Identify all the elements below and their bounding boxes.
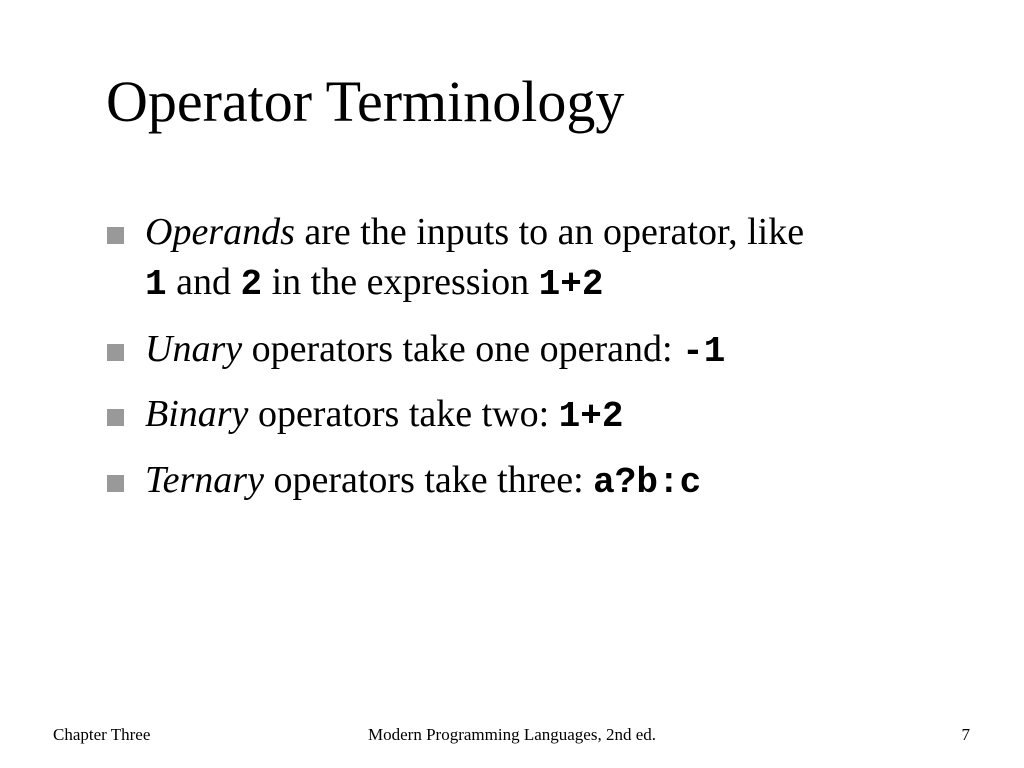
term-ternary: Ternary	[145, 459, 264, 501]
code-expression: a?b:c	[593, 462, 702, 503]
bullet-text: in the expression	[262, 261, 539, 303]
bullet-text: are the inputs to an operator, like	[294, 211, 805, 253]
square-bullet-icon	[107, 475, 124, 492]
footer-book-title: Modern Programming Languages, 2nd ed.	[368, 725, 656, 744]
term-binary: Binary	[145, 393, 249, 435]
bullet-operands	[145, 207, 965, 310]
slide-title: Operator Terminology	[106, 69, 625, 134]
term-operands: Operands	[145, 211, 295, 253]
code-literal: 2	[240, 264, 263, 305]
bullet-text: operators take one operand:	[242, 328, 683, 370]
code-expression: 1+2	[538, 264, 604, 305]
bullet-text: operators take three:	[263, 459, 594, 501]
bullet-binary	[145, 389, 965, 442]
term-unary: Unary	[145, 328, 243, 370]
square-bullet-icon	[107, 227, 124, 244]
square-bullet-icon	[107, 344, 124, 361]
code-expression: 1+2	[558, 396, 624, 437]
code-expression: -1	[682, 331, 726, 372]
square-bullet-icon	[107, 409, 124, 426]
bullet-text: and	[166, 261, 241, 303]
bullet-text: operators take two:	[248, 393, 559, 435]
footer-chapter: Chapter Three	[53, 725, 151, 744]
bullet-unary	[145, 324, 965, 377]
code-literal: 1	[145, 264, 167, 305]
footer-page-number: 7	[961, 725, 970, 744]
bullet-ternary	[145, 455, 965, 508]
